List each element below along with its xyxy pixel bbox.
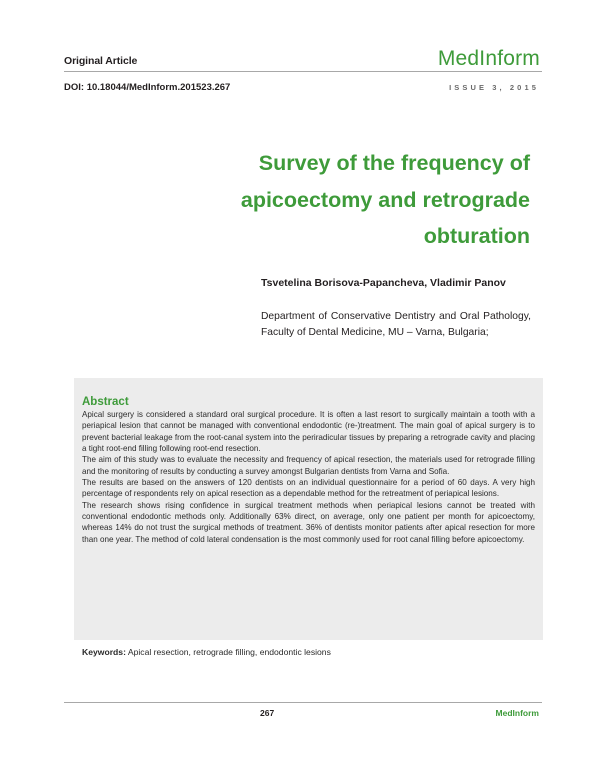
footer-brand: MedInform [495,708,539,718]
abstract-box [74,378,543,640]
journal-brand: MedInform [437,47,540,70]
abstract-paragraph: Apical surgery is considered a standard oral surgical procedure. It is often a last resort to surgically maintain a tooth with a periapical lesion that cannot be managed with conventional endodontic (re-)treatment. The main goal of apical surgery is to prevent bacterial leakage from the root-canal system into the periradicular tissues by preparing a retrograde cavity and placing a tight root-end filling following root-end resection. [82,410,535,454]
page-number: 267 [260,708,275,718]
footer-divider [64,702,542,703]
keywords-text: Apical resection, retrograde filling, endodontic lesions [127,647,331,657]
abstract-paragraph: The research shows rising confidence in surgical treatment methods when periapical lesions cannot be treated with conventional endodontic methods only. Additionally 63% direct, on average, only one patient per month for apicoectomy, whereas 14% do not trust the surgical methods of treatment. 36% of dentists monitor patients after apical resection for more than one year. The method of cold lateral condensation is the most commonly used for root canal filling before apicoectomy. [82,500,535,544]
abstract-paragraph: The results are based on the answers of 120 dentists on an individual questionnaire for a period of 60 days. A very high percentage of respondents rely on apical resection as a dependable method for the retreatment of periapical lesions. [82,478,535,499]
header-divider [64,71,542,72]
abstract-heading: Abstract [82,396,129,408]
keywords-label: Keywords: [82,647,126,657]
title-line: Survey of the frequency of [258,151,530,175]
doi: DOI: 10.18044/MedInform.201523.267 [64,82,231,93]
authors: Tsvetelina Borisova-Papancheva, Vladimir Panov [261,277,506,289]
article-title [200,145,530,255]
title-line: obturation [423,224,530,248]
abstract-body [82,409,535,545]
issue-label: ISSUE 3, 2015 [449,83,539,92]
affiliation: Department of Conservative Dentistry and Oral Pathology, Faculty of Dental Medicine, MU – Varna, Bulgaria; [261,311,531,339]
abstract-paragraph: The aim of this study was to evaluate the necessity and frequency of apical resection, the materials used for retrograde filling and the monitoring of results by conducting a survey amongst Bulgarian dentists from Varna and Sofia. [82,455,535,476]
article-type: Original Article [64,55,138,67]
title-line: apicoectomy and retrograde [240,187,530,212]
keywords [82,647,331,657]
